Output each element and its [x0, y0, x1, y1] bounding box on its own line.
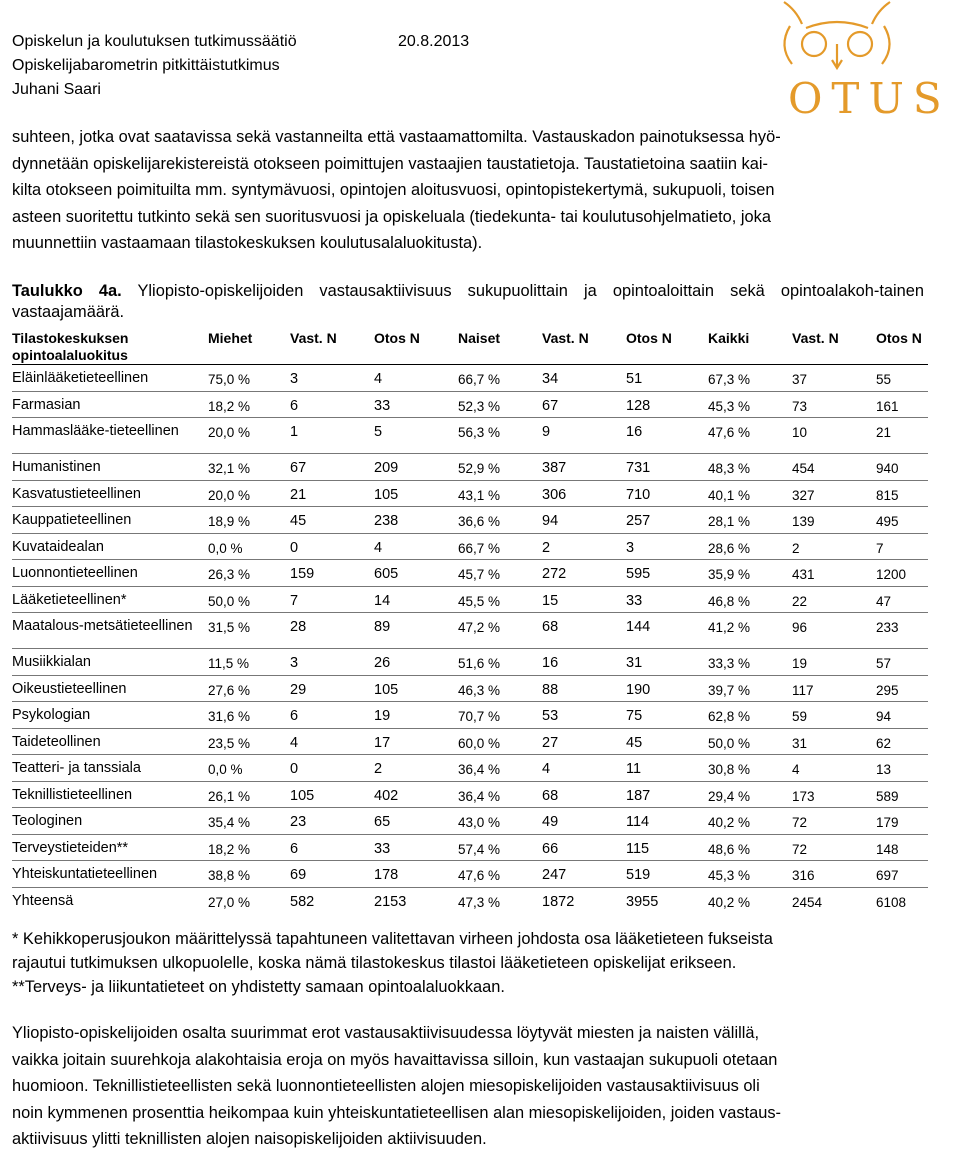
table-cell: 40,1 % — [708, 487, 751, 503]
table-cell: 238 — [374, 513, 399, 529]
table-cell: 51,6 % — [458, 656, 501, 671]
intro-line: muunnettiin vastaamaan tilastokeskuksen koulutusalaluokitusta). — [12, 234, 483, 252]
table-cell: 46,8 % — [708, 593, 751, 609]
table-cell: 26,1 % — [208, 788, 251, 804]
footnotes — [12, 927, 932, 999]
row-category: Yhteiskuntatieteellinen — [12, 866, 158, 882]
table-cell: 327 — [792, 487, 815, 503]
table-cell: 431 — [792, 567, 815, 582]
table-cell: 495 — [876, 514, 899, 529]
row-category: Musiikkialan — [12, 654, 91, 670]
table-cell: 66 — [542, 840, 559, 857]
header-all: Kaikki — [708, 330, 750, 346]
table-row — [12, 507, 928, 534]
table-cell: 105 — [374, 681, 399, 698]
table-cell: 18,9 % — [208, 514, 251, 529]
footnote-line: * Kehikkoperusjoukon määrittelyssä tapahtuneen valitettavan virheen johdosta osa lääketieteen fukseista — [12, 930, 773, 948]
table-cell: 33 — [374, 840, 391, 857]
row-category: Farmasian — [12, 396, 81, 413]
table-cell: 10 — [792, 425, 808, 440]
table-row — [12, 834, 928, 861]
table-cell: 0 — [290, 539, 299, 556]
table-cell: 19 — [792, 656, 808, 671]
table-cell: 454 — [792, 461, 815, 476]
table-cell: 29,4 % — [708, 788, 751, 804]
table-cell: 4 — [542, 761, 551, 777]
table-row — [12, 391, 928, 418]
table-cell: 41,2 % — [708, 620, 751, 635]
row-category: Teknillistieteellinen — [12, 786, 133, 803]
row-category: Kuvataidealan — [12, 538, 104, 555]
table-cell: 31 — [792, 735, 808, 751]
table-cell: 11 — [626, 761, 642, 777]
table-cell: 45,3 % — [708, 398, 751, 414]
table-cell: 67,3 % — [708, 372, 751, 387]
header-women-sample: Otos N — [626, 330, 672, 346]
table-caption — [12, 281, 924, 323]
table-cell: 39,7 % — [708, 682, 751, 698]
logo-wordmark: OTUS — [788, 74, 951, 123]
table-cell: 161 — [876, 398, 899, 414]
table-cell: 43,1 % — [458, 487, 501, 503]
intro-line: suhteen, jotka ovat saatavissa sekä vastanneilta että vastaamattomilta. Vastauskadon painotuksessa hyö- — [12, 128, 781, 146]
table-cell: 56,3 % — [458, 425, 501, 440]
table-cell: 589 — [876, 788, 899, 804]
header-women: Naiset — [458, 330, 501, 346]
table-cell: 0,0 % — [208, 762, 243, 777]
table-cell: 40,2 % — [708, 894, 751, 910]
row-category: Teologinen — [12, 813, 83, 829]
table-cell: 31,6 % — [208, 709, 251, 724]
table-cell: 50,0 % — [708, 735, 751, 751]
table-cell: 26,3 % — [208, 567, 251, 582]
row-category: Taideteollinen — [12, 733, 101, 750]
closing-line: huomioon. Teknillistieteellisten sekä luonnontieteellisten alojen miesopiskelijoiden vastausaktiivisuus oli — [12, 1077, 760, 1095]
table-cell: 28,6 % — [708, 540, 751, 556]
table-cell: 19 — [374, 708, 391, 724]
table-cell: 14 — [374, 592, 391, 609]
table-cell: 190 — [626, 681, 651, 698]
table-cell: 0 — [290, 761, 299, 777]
footnote-line: rajautui tutkimuksen ulkopuolelle, koska nämä tilastokeskus tilastoi lääketieteen opiskelijat erikseen. — [12, 954, 737, 972]
table-cell: 62 — [876, 735, 892, 751]
table-cell: 88 — [542, 681, 559, 698]
closing-line: aktiivisuus ylitti teknillisten alojen naisopiskelijoiden aktiivisuuden. — [12, 1130, 487, 1148]
table-cell: 940 — [876, 461, 899, 476]
table-cell: 272 — [542, 566, 567, 582]
table-cell: 187 — [626, 787, 651, 804]
table-cell: 31 — [626, 655, 643, 671]
table-cell: 6 — [290, 397, 299, 414]
table-cell: 68 — [542, 787, 559, 804]
table-cell: 36,4 % — [458, 762, 501, 777]
table-cell: 139 — [792, 514, 815, 529]
table-cell: 67 — [290, 460, 307, 476]
table-cell: 257 — [626, 513, 651, 529]
table-cell: 47,6 % — [458, 868, 501, 883]
row-category: Maatalous-metsätieteellinen — [12, 618, 193, 634]
table-cell: 35,4 % — [208, 815, 251, 830]
table-row — [12, 755, 928, 782]
table-cell: 3 — [290, 371, 299, 387]
table-cell: 70,7 % — [458, 709, 501, 724]
table-cell: 48,3 % — [708, 461, 751, 476]
table-cell: 40,2 % — [708, 815, 751, 830]
table-cell: 148 — [876, 841, 899, 857]
table-cell: 295 — [876, 682, 899, 698]
table-cell: 28,1 % — [708, 514, 751, 529]
table-cell: 697 — [876, 868, 899, 883]
table-cell: 27,6 % — [208, 682, 251, 698]
table-cell: 45 — [626, 734, 643, 751]
table-cell: 15 — [542, 592, 559, 609]
table-cell: 209 — [374, 460, 399, 476]
table-cell: 36,4 % — [458, 788, 501, 804]
row-category: Kauppatieteellinen — [12, 512, 132, 528]
table-cell: 32,1 % — [208, 461, 251, 476]
table-cell: 582 — [290, 893, 315, 910]
table-cell: 519 — [626, 867, 651, 883]
row-category: Psykologian — [12, 707, 91, 723]
table-row — [12, 649, 928, 676]
table-cell: 6 — [290, 708, 299, 724]
table-cell: 75,0 % — [208, 372, 251, 387]
table-cell: 75 — [626, 708, 643, 724]
table-cell: 2153 — [374, 893, 407, 910]
table-row — [12, 887, 928, 914]
row-category: Hammaslääke-tieteellinen — [12, 423, 179, 439]
page-header — [12, 30, 470, 102]
table-cell: 48,6 % — [708, 841, 751, 857]
footnote-line: **Terveys- ja liikuntatieteet on yhdistetty samaan opintoalaluokkaan. — [12, 978, 505, 996]
table-cell: 59 — [792, 709, 808, 724]
table-row — [12, 781, 928, 808]
table-cell: 105 — [290, 787, 315, 804]
table-cell: 66,7 % — [458, 540, 501, 556]
table-cell: 3 — [290, 655, 299, 671]
table-cell: 18,2 % — [208, 841, 251, 857]
table-cell: 731 — [626, 460, 651, 476]
table-cell: 17 — [374, 734, 391, 751]
table-row — [12, 586, 928, 613]
closing-line: Yliopisto-opiskelijoiden osalta suurimmat erot vastausaktiivisuudessa löytyvät miesten ja naisten välillä, — [12, 1024, 760, 1042]
table-cell: 26 — [374, 655, 391, 671]
table-cell: 51 — [626, 371, 643, 387]
table-cell: 18,2 % — [208, 398, 251, 414]
table-cell: 3955 — [626, 893, 659, 910]
table-cell: 45 — [290, 513, 307, 529]
table-cell: 33 — [626, 592, 643, 609]
row-category: Teatteri- ja tanssiala — [12, 760, 141, 776]
header-women-resp: Vast. N — [542, 330, 589, 346]
table-cell: 94 — [542, 513, 559, 529]
table-cell: 34 — [542, 371, 559, 387]
row-category: Luonnontieteellinen — [12, 565, 138, 581]
table-cell: 72 — [792, 815, 808, 830]
table-cell: 57 — [876, 656, 892, 671]
intro-line: asteen suoritettu tutkinto sekä sen suoritusvuosi ja opiskeluala (tiedekunta- tai koulutusohjelmatieto, joka — [12, 207, 771, 226]
table-cell: 4 — [290, 734, 299, 751]
table-row — [12, 702, 928, 729]
table-cell: 179 — [876, 815, 899, 830]
table-cell: 6108 — [876, 894, 907, 910]
table-cell: 115 — [626, 840, 650, 857]
table-cell: 20,0 % — [208, 487, 251, 503]
table-cell: 53 — [542, 708, 559, 724]
table-cell: 4 — [792, 762, 800, 777]
table-cell: 3 — [626, 539, 635, 556]
table-cell: 7 — [290, 592, 299, 609]
table-row — [12, 613, 928, 649]
caption-label: Taulukko 4a. — [12, 282, 122, 300]
table-cell: 45,7 % — [458, 567, 501, 582]
header-men-resp: Vast. N — [290, 330, 337, 346]
table-cell: 27,0 % — [208, 894, 251, 910]
table-cell: 6 — [290, 840, 299, 857]
table-cell: 60,0 % — [458, 735, 501, 751]
table-cell: 72 — [792, 841, 808, 857]
header-category: Tilastokeskuksen opintoalaluokitus — [12, 330, 129, 363]
table-cell: 65 — [374, 814, 391, 830]
header-study: Opiskelijabarometrin pitkittäistutkimus — [12, 57, 280, 74]
row-category: Kasvatustieteellinen — [12, 485, 141, 502]
table-cell: 33,3 % — [708, 656, 751, 671]
closing-paragraph — [12, 1020, 924, 1153]
table-cell: 68 — [542, 619, 559, 635]
table-cell: 27 — [542, 734, 559, 751]
table-cell: 52,3 % — [458, 398, 501, 414]
table-cell: 105 — [374, 486, 399, 503]
table-cell: 4 — [374, 539, 383, 556]
table-cell: 62,8 % — [708, 709, 751, 724]
table-row — [12, 560, 928, 587]
table-cell: 46,3 % — [458, 682, 501, 698]
table-row — [12, 861, 928, 888]
table-cell: 47,3 % — [458, 894, 501, 910]
table-row — [12, 728, 928, 755]
table-cell: 13 — [876, 762, 892, 777]
table-cell: 52,9 % — [458, 461, 501, 476]
table-cell: 94 — [876, 709, 892, 724]
row-category: Eläinlääketieteellinen — [12, 370, 149, 386]
table-cell: 21 — [876, 425, 892, 440]
row-category: Terveystieteiden** — [12, 839, 129, 856]
table-row — [12, 480, 928, 507]
table-cell: 66,7 % — [458, 372, 501, 387]
table-cell: 23,5 % — [208, 735, 251, 751]
table-row — [12, 454, 928, 481]
table-cell: 28 — [290, 619, 307, 635]
table-cell: 1 — [290, 424, 299, 440]
caption-text: Yliopisto-opiskelijoiden vastausaktiivisuus sukupuolittain ja opintoaloittain sekä opintoalakoh-tainen vastaajamäärä. — [12, 282, 924, 321]
table-cell: 47,2 % — [458, 620, 501, 635]
table-cell: 16 — [626, 424, 643, 440]
table-cell: 11,5 % — [208, 656, 250, 671]
table-cell: 0,0 % — [208, 540, 243, 556]
table-cell: 114 — [626, 814, 650, 830]
table-row — [12, 418, 928, 454]
table-cell: 710 — [626, 486, 651, 503]
table-cell: 45,3 % — [708, 868, 751, 883]
closing-line: vaikka joitain suurehkoja alakohtaisia eroja on myös havaittavissa silloin, kun vastaajan sukupuoli otetaan — [12, 1050, 778, 1069]
header-all-sample: Otos N — [876, 330, 922, 346]
table-cell: 49 — [542, 814, 559, 830]
intro-paragraph — [12, 124, 924, 257]
table-cell: 57,4 % — [458, 841, 501, 857]
table-cell: 1200 — [876, 567, 907, 582]
table-header-row — [12, 327, 928, 365]
table-cell: 1872 — [542, 893, 575, 910]
header-all-resp: Vast. N — [792, 330, 839, 346]
closing-line: noin kymmenen prosenttia heikompaa kuin yhteiskuntatieteellisen alan miesopiskelijoiden, joiden vastaus- — [12, 1103, 781, 1122]
row-category: Yhteensä — [12, 892, 74, 909]
table-cell: 20,0 % — [208, 425, 251, 440]
table-cell: 89 — [374, 619, 391, 635]
header-men-sample: Otos N — [374, 330, 420, 346]
table-cell: 387 — [542, 460, 567, 476]
row-category: Lääketieteellinen* — [12, 591, 127, 608]
table-cell: 37 — [792, 372, 808, 387]
table-cell: 144 — [626, 619, 651, 635]
table-cell: 7 — [876, 540, 884, 556]
header-author: Juhani Saari — [12, 81, 101, 98]
table-cell: 2454 — [792, 894, 823, 910]
row-category: Humanistinen — [12, 459, 101, 475]
table-cell: 2 — [792, 540, 800, 556]
table-cell: 33 — [374, 397, 391, 414]
table-cell: 38,8 % — [208, 868, 251, 883]
table-cell: 159 — [290, 566, 315, 582]
table-cell: 595 — [626, 566, 651, 582]
intro-line: dynnetään opiskelijarekistereistä otokseen poimittujen vastaajien taustatietoja. Taustatietoina saatiin kai- — [12, 154, 768, 173]
table-cell: 47,6 % — [708, 425, 751, 440]
header-men: Miehet — [208, 330, 253, 346]
table-cell: 30,8 % — [708, 762, 751, 777]
table-cell: 73 — [792, 398, 808, 414]
table-cell: 43,0 % — [458, 815, 501, 830]
table-cell: 21 — [290, 486, 307, 503]
response-rate-table — [12, 327, 928, 914]
table-cell: 36,6 % — [458, 514, 501, 529]
table-cell: 402 — [374, 787, 399, 804]
table-cell: 47 — [876, 593, 892, 609]
table-cell: 316 — [792, 868, 815, 883]
table-cell: 45,5 % — [458, 593, 501, 609]
table-cell: 9 — [542, 424, 551, 440]
table-cell: 233 — [876, 620, 899, 635]
table-cell: 2 — [374, 761, 383, 777]
table-cell: 306 — [542, 486, 567, 503]
table-cell: 2 — [542, 539, 551, 556]
table-cell: 96 — [792, 620, 808, 635]
table-cell: 50,0 % — [208, 593, 251, 609]
table-cell: 69 — [290, 867, 307, 883]
table-cell: 178 — [374, 867, 399, 883]
table-cell: 16 — [542, 655, 559, 671]
table-cell: 4 — [374, 371, 383, 387]
table-cell: 247 — [542, 867, 567, 883]
table-cell: 815 — [876, 487, 899, 503]
header-date: 20.8.2013 — [398, 33, 470, 50]
table-cell: 67 — [542, 397, 559, 414]
table-cell: 128 — [626, 397, 651, 414]
table-row — [12, 533, 928, 560]
table-row — [12, 365, 928, 392]
table-cell: 5 — [374, 424, 383, 440]
table-cell: 22 — [792, 593, 808, 609]
intro-line: kilta otokseen poimituilta mm. syntymävuosi, opintojen aloitusvuosi, opintopistekertymä, sukupuoli, toisen — [12, 181, 775, 199]
table-cell: 35,9 % — [708, 567, 751, 582]
table-cell: 29 — [290, 681, 307, 698]
row-category: Oikeustieteellinen — [12, 680, 127, 697]
table-row — [12, 808, 928, 835]
table-cell: 117 — [792, 682, 814, 698]
table-cell: 23 — [290, 814, 307, 830]
table-cell: 31,5 % — [208, 620, 251, 635]
table-row — [12, 675, 928, 702]
table-cell: 605 — [374, 566, 399, 582]
table-cell: 173 — [792, 788, 815, 804]
table-cell: 55 — [876, 372, 892, 387]
header-organization: Opiskelun ja koulutuksen tutkimussäätiö — [12, 33, 297, 50]
